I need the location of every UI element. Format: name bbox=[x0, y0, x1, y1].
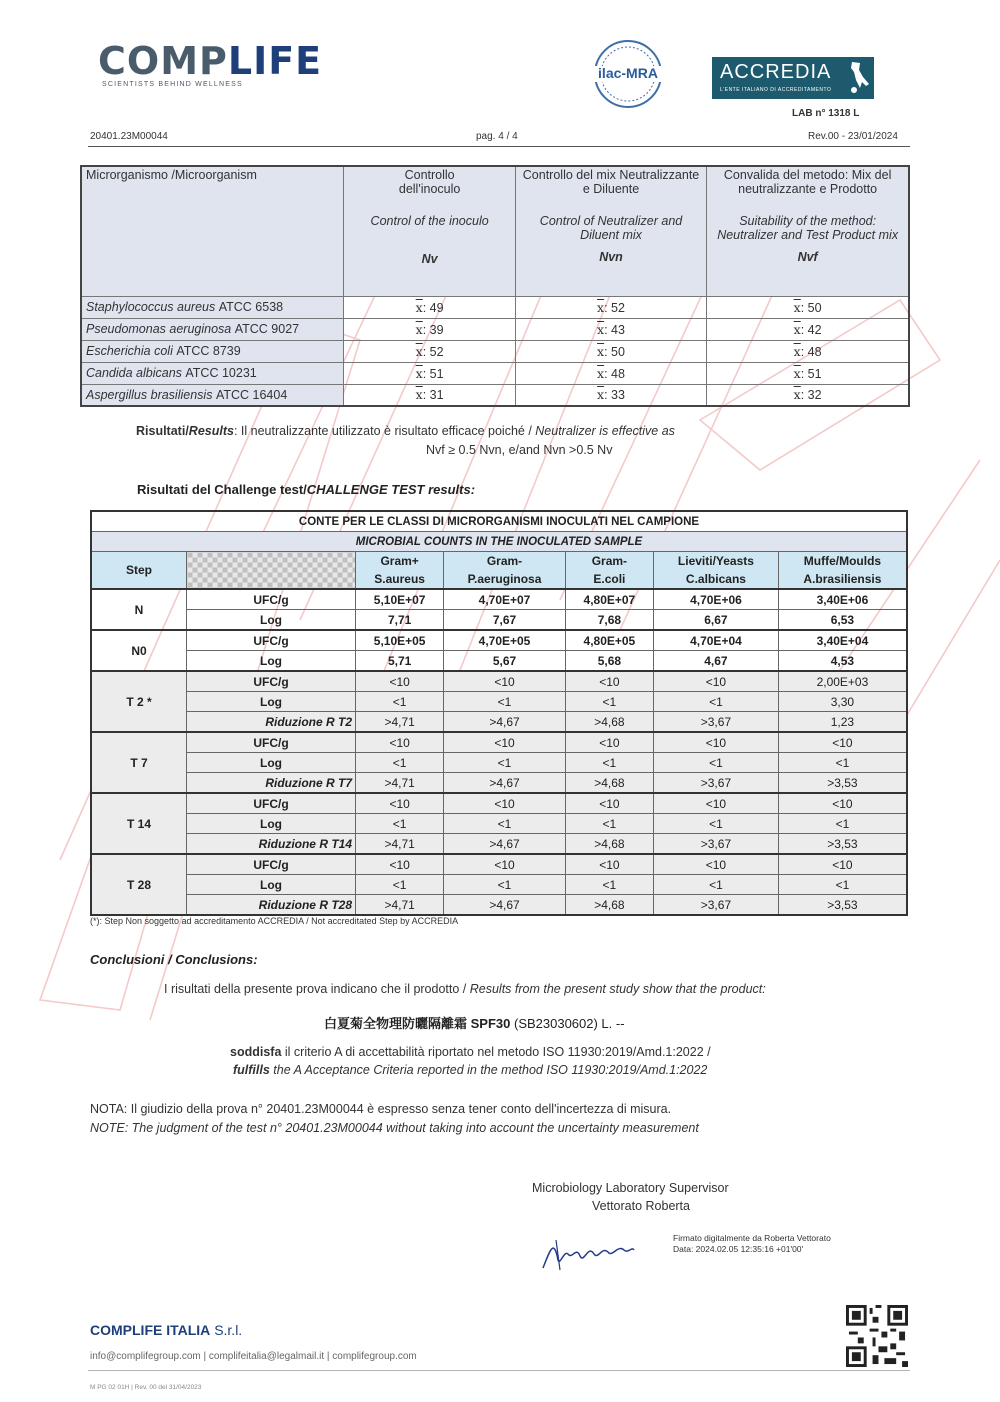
count-value: 4,70E+06 bbox=[654, 589, 779, 610]
mean-symbol: $\overline{x}$ bbox=[597, 387, 605, 403]
organism-strain: ATCC 8739 bbox=[176, 344, 241, 358]
count-value: 1,23 bbox=[778, 712, 907, 733]
table2-row bbox=[91, 875, 907, 895]
results-text-it: : Il neutralizzante utilizzato è risultato efficace poiché / bbox=[233, 424, 536, 438]
organism-cell bbox=[81, 340, 344, 362]
count-value: <1 bbox=[654, 814, 779, 834]
count-value: <1 bbox=[565, 692, 653, 712]
accredia-tagline: L'ENTE ITALIANO DI ACCREDITAMENTO bbox=[720, 87, 832, 93]
table2-row bbox=[91, 712, 907, 733]
count-value: >4,68 bbox=[565, 895, 653, 916]
table2-row bbox=[91, 854, 907, 875]
count-value: >4,67 bbox=[444, 773, 565, 794]
lab-number: LAB n° 1318 L bbox=[792, 108, 860, 119]
count-value: <1 bbox=[356, 875, 444, 895]
product-code: (SB23030602) L. -- bbox=[513, 1016, 625, 1031]
accredia-logo bbox=[712, 57, 874, 99]
neutralizer-validation-table bbox=[80, 165, 910, 407]
organism-cell bbox=[81, 318, 344, 340]
organism-strain: ATCC 10231 bbox=[185, 366, 257, 380]
qr-code bbox=[846, 1305, 908, 1367]
measure-label: Log bbox=[187, 651, 356, 672]
organism-species: Aspergillus brasiliensis bbox=[86, 387, 213, 402]
table2-body bbox=[91, 589, 907, 915]
mean-symbol: $\overline{x}$ bbox=[415, 343, 423, 359]
count-value: >3,67 bbox=[654, 773, 779, 794]
col-yeasts-l2: C.albicans bbox=[685, 572, 746, 586]
table2-row bbox=[91, 692, 907, 712]
results-label-it: Risultati bbox=[136, 424, 186, 438]
measure-label: Riduzione R T28 bbox=[187, 895, 356, 916]
footer-contacts: info@complifegroup.com | complifeitalia@legalmail.it | complifegroup.com bbox=[90, 1351, 417, 1362]
mean-symbol: $\overline{x}$ bbox=[793, 387, 801, 403]
count-value: 4,70E+04 bbox=[654, 630, 779, 651]
table1-row bbox=[81, 318, 909, 340]
count-value: <10 bbox=[444, 671, 565, 692]
table1-header-row bbox=[81, 166, 909, 296]
mean-value: : 52 bbox=[604, 300, 625, 315]
accredia-name: ACCREDIA bbox=[720, 61, 832, 83]
measure-label: Log bbox=[187, 692, 356, 712]
mean-count-cell bbox=[515, 296, 707, 318]
count-value: >3,53 bbox=[778, 895, 907, 916]
product-name: 白夏菊全物理防曬隔離霜 SPF30 bbox=[324, 1016, 511, 1031]
mean-symbol: $\overline{x}$ bbox=[597, 321, 605, 337]
count-value: 5,10E+07 bbox=[356, 589, 444, 610]
measure-label: UFC/g bbox=[187, 793, 356, 814]
count-value: 4,53 bbox=[778, 651, 907, 672]
col-microorganism: Microrganismo /Microorganism bbox=[81, 166, 344, 296]
count-value: 2,00E+03 bbox=[778, 671, 907, 692]
conclusions-intro-it: I risultati della presente prova indicano che il prodotto / bbox=[164, 982, 470, 996]
mean-symbol: $\overline{x}$ bbox=[415, 299, 423, 315]
count-value: 4,70E+07 bbox=[444, 589, 565, 610]
mean-count-cell bbox=[344, 362, 515, 384]
table2-row bbox=[91, 773, 907, 794]
measure-label: UFC/g bbox=[187, 630, 356, 651]
mean-value: : 48 bbox=[604, 366, 625, 381]
measure-label: UFC/g bbox=[187, 589, 356, 610]
col-inoculum-symbol: Nv bbox=[421, 252, 438, 266]
mean-symbol: $\overline{x}$ bbox=[415, 321, 423, 337]
step-cell: T 2 * bbox=[91, 671, 187, 732]
count-value: >4,68 bbox=[565, 712, 653, 733]
count-value: <1 bbox=[444, 753, 565, 773]
count-value: >3,67 bbox=[654, 712, 779, 733]
mean-value: : 51 bbox=[800, 366, 822, 381]
table1-row bbox=[81, 340, 909, 362]
count-value: <10 bbox=[565, 793, 653, 814]
count-value: <1 bbox=[654, 692, 779, 712]
count-value: <10 bbox=[778, 793, 907, 814]
count-value: >4,71 bbox=[356, 834, 444, 855]
count-value: <10 bbox=[565, 732, 653, 753]
count-value: 4,80E+07 bbox=[565, 589, 653, 610]
mean-symbol: $\overline{x}$ bbox=[415, 365, 423, 381]
results-formula: Nvf ≥ 0.5 Nvn, e/and Nvn >0.5 Nv bbox=[426, 443, 613, 457]
criterion-it-text: il criterio A di accettabilità riportato nel metodo ISO 11930:2019/Amd.1:2022 / bbox=[281, 1045, 711, 1059]
count-value: 3,30 bbox=[778, 692, 907, 712]
mean-value: : 50 bbox=[604, 344, 625, 359]
count-value: <10 bbox=[565, 854, 653, 875]
col-method-suitability bbox=[707, 166, 909, 296]
ilac-mra-label: ilac-MRA bbox=[598, 65, 658, 81]
count-value: 5,68 bbox=[565, 651, 653, 672]
count-value: 4,80E+05 bbox=[565, 630, 653, 651]
count-value: >4,68 bbox=[565, 773, 653, 794]
results-line: Risultati/Results: Il neutralizzante utilizzato è risultato efficace poiché / Neutralizer is effective as bbox=[136, 424, 675, 438]
col-inoculum-control bbox=[344, 166, 515, 296]
organism-species: Staphylococcus aureus bbox=[86, 300, 216, 314]
count-value: <10 bbox=[356, 732, 444, 753]
step-cell: T 28 bbox=[91, 854, 187, 915]
count-value: <1 bbox=[778, 753, 907, 773]
footer-company-suffix: S.r.l. bbox=[214, 1322, 243, 1338]
revision: Rev.00 - 23/01/2024 bbox=[808, 131, 898, 142]
count-value: >4,71 bbox=[356, 895, 444, 916]
table2-row bbox=[91, 793, 907, 814]
col-moulds bbox=[778, 552, 907, 590]
col-inoculum-en: Control of the inoculo bbox=[370, 214, 489, 228]
mean-value: : 50 bbox=[800, 300, 822, 315]
table1-row bbox=[81, 296, 909, 318]
count-value: >4,68 bbox=[565, 834, 653, 855]
count-value: <10 bbox=[444, 732, 565, 753]
nota-en: NOTE: The judgment of the test n° 20401.23M00044 without taking into account the uncertainty measurement bbox=[90, 1121, 699, 1135]
complife-tagline: SCIENTISTS BEHIND WELLNESS bbox=[102, 81, 243, 88]
footer-company-name: COMPLIFE ITALIA bbox=[90, 1322, 211, 1338]
table1-row bbox=[81, 362, 909, 384]
complife-logo bbox=[98, 35, 323, 105]
table2-row bbox=[91, 610, 907, 631]
doc-id: 20401.23M00044 bbox=[90, 131, 168, 142]
measure-label: Log bbox=[187, 753, 356, 773]
mean-count-cell bbox=[344, 384, 515, 406]
mean-symbol: $\overline{x}$ bbox=[415, 387, 423, 403]
col-suitability-symbol: Nvf bbox=[797, 250, 818, 264]
table2-row bbox=[91, 814, 907, 834]
header-rule bbox=[88, 146, 910, 147]
table2-subtitle-row bbox=[91, 532, 907, 552]
col-gram-neg-e-l1: Gram- bbox=[591, 554, 628, 568]
mean-count-cell bbox=[515, 340, 707, 362]
table2-row bbox=[91, 651, 907, 672]
count-value: >3,53 bbox=[778, 834, 907, 855]
product-line bbox=[324, 1013, 625, 1032]
count-value: <1 bbox=[778, 814, 907, 834]
mean-symbol: $\overline{x}$ bbox=[793, 343, 801, 359]
sig-text: Firmato digitalmente da Roberta Vettorato bbox=[673, 1233, 831, 1243]
italy-map-icon bbox=[848, 60, 870, 96]
ilac-mra-logo bbox=[583, 38, 673, 110]
mean-symbol: $\overline{x}$ bbox=[793, 299, 801, 315]
count-value: 5,10E+05 bbox=[356, 630, 444, 651]
measure-label: Riduzione R T7 bbox=[187, 773, 356, 794]
col-gram-neg-p-l2: P.aeruginosa bbox=[467, 572, 542, 586]
mean-symbol: $\overline{x}$ bbox=[597, 343, 605, 359]
table1-row bbox=[81, 384, 909, 406]
step-cell: T 14 bbox=[91, 793, 187, 854]
col-neutralizer-control bbox=[515, 166, 707, 296]
count-value: <1 bbox=[444, 875, 565, 895]
col-neutralizer-en: Control of Neutralizer and Diluent mix bbox=[539, 214, 683, 242]
count-value: >3,67 bbox=[654, 834, 779, 855]
col-gram-pos bbox=[356, 552, 444, 590]
count-value: <1 bbox=[356, 753, 444, 773]
handwritten-signature bbox=[538, 1230, 638, 1274]
count-value: 5,71 bbox=[356, 651, 444, 672]
logo-part-comp: COMP bbox=[98, 39, 228, 83]
organism-species: Escherichia coli bbox=[86, 344, 173, 358]
col-moulds-l2: A.brasiliensis bbox=[803, 572, 882, 586]
col-suitability-en: Suitability of the method: Neutralizer and Test Product mix bbox=[717, 214, 899, 242]
challenge-test-table bbox=[90, 510, 908, 916]
mean-count-cell bbox=[515, 384, 707, 406]
count-value: <1 bbox=[444, 692, 565, 712]
mean-value: : 51 bbox=[422, 366, 444, 381]
mean-symbol: $\overline{x}$ bbox=[597, 365, 605, 381]
count-value: <1 bbox=[654, 753, 779, 773]
logo-part-life: LIFE bbox=[227, 39, 323, 83]
results-label-en: Results bbox=[188, 424, 234, 438]
count-value: <10 bbox=[654, 671, 779, 692]
measure-label: Log bbox=[187, 814, 356, 834]
measure-label: Riduzione R T2 bbox=[187, 712, 356, 733]
count-value: 6,53 bbox=[778, 610, 907, 631]
table2-row bbox=[91, 753, 907, 773]
col-gram-pos-l2: S.aureus bbox=[374, 572, 425, 586]
mean-value: : 33 bbox=[604, 388, 625, 403]
mean-symbol: $\overline{x}$ bbox=[793, 365, 801, 381]
mean-count-cell bbox=[344, 296, 515, 318]
table2-row bbox=[91, 895, 907, 916]
count-value: 4,70E+05 bbox=[444, 630, 565, 651]
mean-value: : 39 bbox=[422, 322, 444, 337]
count-value: 7,71 bbox=[356, 610, 444, 631]
count-value: <1 bbox=[778, 875, 907, 895]
count-value: <1 bbox=[654, 875, 779, 895]
table1-body bbox=[81, 296, 909, 406]
count-value: >4,71 bbox=[356, 773, 444, 794]
complife-logo-text bbox=[98, 35, 323, 87]
count-value: 5,67 bbox=[444, 651, 565, 672]
mean-count-cell bbox=[707, 362, 909, 384]
col-gram-neg-p bbox=[444, 552, 565, 590]
mean-symbol: $\overline{x}$ bbox=[793, 321, 801, 337]
measure-label: UFC/g bbox=[187, 671, 356, 692]
organism-species: Pseudomonas aeruginosa bbox=[86, 322, 232, 336]
table2-title-row bbox=[91, 511, 907, 532]
mean-count-cell bbox=[707, 384, 909, 406]
mean-value: : 49 bbox=[422, 300, 444, 315]
table2-header-row bbox=[91, 552, 907, 590]
step-cell: N bbox=[91, 589, 187, 630]
mean-symbol: $\overline{x}$ bbox=[597, 299, 605, 315]
count-value: 7,68 bbox=[565, 610, 653, 631]
challenge-heading bbox=[137, 482, 475, 497]
measure-label: Riduzione R T14 bbox=[187, 834, 356, 855]
mean-count-cell bbox=[515, 318, 707, 340]
col-neutralizer-it: Controllo del mix Neutralizzante e Diluente bbox=[522, 168, 700, 196]
count-value: 7,67 bbox=[444, 610, 565, 631]
mean-value: : 43 bbox=[604, 322, 625, 337]
soddisfa-word: soddisfa bbox=[230, 1045, 282, 1059]
count-value: >4,67 bbox=[444, 712, 565, 733]
digital-signature-note bbox=[673, 1233, 833, 1255]
conclusions-intro bbox=[164, 982, 766, 996]
organism-strain: ATCC 6538 bbox=[218, 300, 284, 314]
measure-label: Log bbox=[187, 610, 356, 631]
mean-value: : 31 bbox=[422, 388, 444, 403]
col-yeasts-l1: Lieviti/Yeasts bbox=[677, 554, 754, 568]
mean-value: : 42 bbox=[800, 322, 822, 337]
results-text-en: Neutralizer is effective as bbox=[535, 424, 675, 438]
col-moulds-l1: Muffe/Moulds bbox=[803, 554, 882, 568]
col-gram-neg-e-l2: E.coli bbox=[593, 572, 626, 586]
criterion-line-it bbox=[230, 1045, 711, 1059]
conclusions-intro-en: Results from the present study show that the product: bbox=[469, 982, 766, 996]
count-value: 3,40E+04 bbox=[778, 630, 907, 651]
table2-row bbox=[91, 834, 907, 855]
count-value: <1 bbox=[565, 753, 653, 773]
col-inoculum-it: Controllo dell'inoculo bbox=[398, 168, 461, 196]
step-cell: T 7 bbox=[91, 732, 187, 793]
count-value: >4,67 bbox=[444, 834, 565, 855]
organism-species: Candida albicans bbox=[86, 366, 182, 380]
col-gram-neg-e bbox=[565, 552, 653, 590]
count-value: <1 bbox=[356, 692, 444, 712]
measure-label: UFC/g bbox=[187, 854, 356, 875]
checker-cell bbox=[187, 552, 356, 590]
table2-row bbox=[91, 671, 907, 692]
sig-date: Data: 2024.02.05 12:35:16 +01'00' bbox=[673, 1244, 804, 1254]
conclusions-heading: Conclusioni / Conclusions: bbox=[90, 952, 258, 967]
page-number: pag. 4 / 4 bbox=[476, 131, 518, 142]
count-value: <10 bbox=[444, 793, 565, 814]
col-gram-pos-l1: Gram+ bbox=[380, 554, 419, 568]
organism-cell bbox=[81, 362, 344, 384]
table2-footnote: (*): Step Non soggetto ad accreditamento ACCREDIA / Not accreditated Step by ACCREDIA bbox=[90, 916, 459, 926]
mean-value: : 32 bbox=[800, 388, 822, 403]
step-cell: N0 bbox=[91, 630, 187, 671]
col-gram-neg-p-l1: Gram- bbox=[486, 554, 523, 568]
count-value: 3,40E+06 bbox=[778, 589, 907, 610]
mean-value: : 48 bbox=[800, 344, 822, 359]
mean-count-cell bbox=[344, 318, 515, 340]
mean-count-cell bbox=[707, 340, 909, 362]
count-value: <10 bbox=[654, 793, 779, 814]
mean-count-cell bbox=[707, 296, 909, 318]
step-header: Step bbox=[91, 552, 187, 590]
col-suitability-it: Convalida del metodo: Mix del neutralizzante e Prodotto bbox=[723, 168, 892, 196]
criterion-en-text: the A Acceptance Criteria reported in the method ISO 11930:2019/Amd.1:2022 bbox=[269, 1063, 708, 1077]
mean-count-cell bbox=[515, 362, 707, 384]
count-value: <1 bbox=[565, 814, 653, 834]
count-value: <1 bbox=[565, 875, 653, 895]
count-value: >3,53 bbox=[778, 773, 907, 794]
mean-value: : 52 bbox=[422, 344, 444, 359]
challenge-heading-en: CHALLENGE TEST results: bbox=[306, 482, 476, 497]
nota-it: NOTA: Il giudizio della prova n° 20401.23M00044 è espresso senza tener conto dell'incertezza di misura. bbox=[90, 1102, 672, 1116]
count-value: >3,67 bbox=[654, 895, 779, 916]
table2-title-it: CONTE PER LE CLASSI DI MICRORGANISMI INOCULATI NEL CAMPIONE bbox=[91, 511, 907, 532]
count-value: <10 bbox=[654, 854, 779, 875]
table2-row bbox=[91, 589, 907, 610]
table2-title-en: MICROBIAL COUNTS IN THE INOCULATED SAMPLE bbox=[91, 532, 907, 552]
signer-name: Vettorato Roberta bbox=[592, 1199, 690, 1213]
mean-count-cell bbox=[344, 340, 515, 362]
fulfills-word: fulfills bbox=[233, 1063, 270, 1077]
table2-row bbox=[91, 630, 907, 651]
footer-rule bbox=[88, 1370, 910, 1371]
count-value: <10 bbox=[444, 854, 565, 875]
count-value: <10 bbox=[654, 732, 779, 753]
form-code: M PG 02 01H | Rev. 00 del 31/04/2023 bbox=[90, 1384, 202, 1391]
organism-strain: ATCC 9027 bbox=[234, 322, 300, 336]
measure-label: Log bbox=[187, 875, 356, 895]
organism-strain: ATCC 16404 bbox=[215, 387, 288, 402]
table2-row bbox=[91, 732, 907, 753]
count-value: <10 bbox=[565, 671, 653, 692]
count-value: <10 bbox=[356, 793, 444, 814]
measure-label: UFC/g bbox=[187, 732, 356, 753]
criterion-line-en bbox=[233, 1063, 707, 1077]
organism-cell bbox=[81, 384, 344, 406]
count-value: <1 bbox=[356, 814, 444, 834]
signer-role: Microbiology Laboratory Supervisor bbox=[532, 1181, 729, 1195]
organism-cell bbox=[81, 296, 344, 318]
count-value: <1 bbox=[444, 814, 565, 834]
count-value: <10 bbox=[356, 671, 444, 692]
count-value: >4,71 bbox=[356, 712, 444, 733]
challenge-heading-it: Risultati del Challenge test/ bbox=[137, 482, 307, 497]
count-value: <10 bbox=[778, 854, 907, 875]
count-value: <10 bbox=[356, 854, 444, 875]
footer-company bbox=[90, 1322, 242, 1338]
col-neutralizer-symbol: Nvn bbox=[599, 250, 623, 264]
count-value: >4,67 bbox=[444, 895, 565, 916]
mean-count-cell bbox=[707, 318, 909, 340]
count-value: 6,67 bbox=[654, 610, 779, 631]
count-value: <10 bbox=[778, 732, 907, 753]
count-value: 4,67 bbox=[654, 651, 779, 672]
col-yeasts bbox=[654, 552, 779, 590]
